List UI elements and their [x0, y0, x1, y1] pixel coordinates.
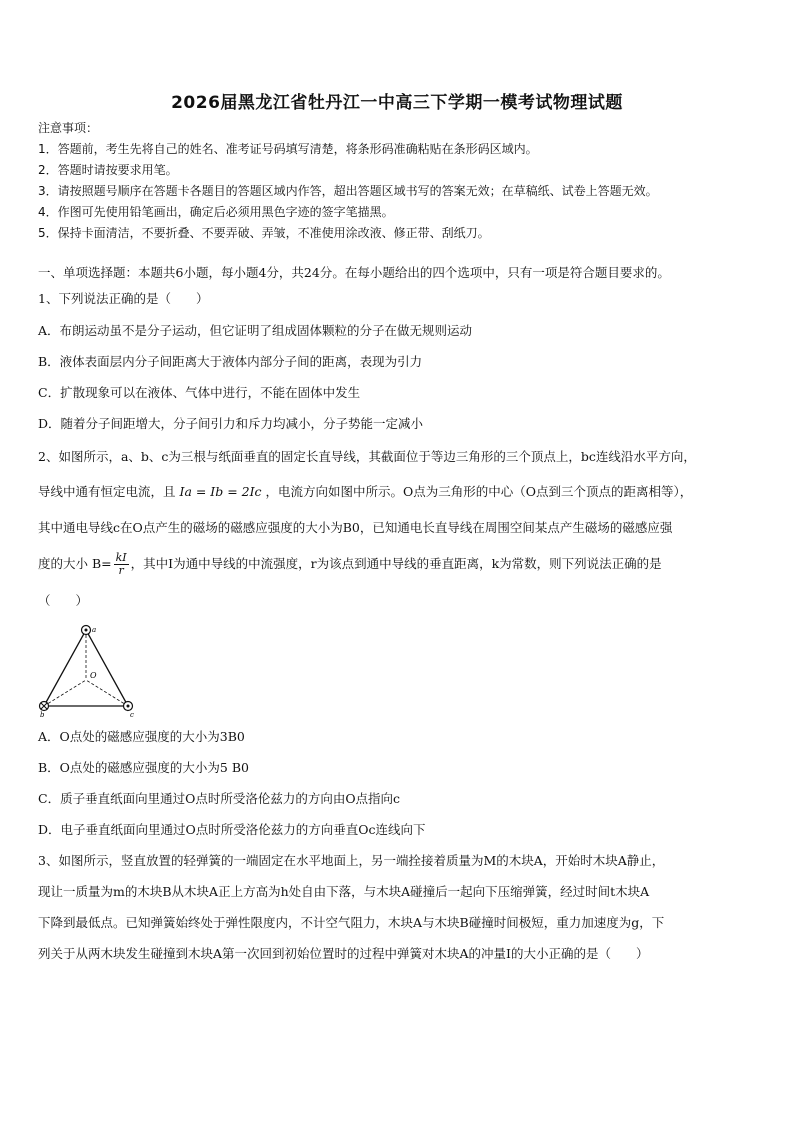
q2-stem-line1: 2、如图所示，a、b、c为三根与纸面垂直的固定长直导线，其截面位于等边三角形的三个顶点上，bc连线沿水平方向，: [38, 449, 696, 464]
q2-option-a: A．O点处的磁感应强度的大小为3B0: [38, 729, 245, 744]
q2-option-b: B．O点处的磁感应强度的大小为5 B0: [38, 760, 249, 775]
q2-text: ，电流方向如图中所示。O点为三角形的中心（O点到三个顶点的距离相等），: [265, 484, 693, 499]
q3-stem-line2: 现让一质量为m的木块B从木块A正上方高为h处自由下落，与木块A碰撞后一起向下压缩弹簧，经过时间t木块A: [38, 884, 650, 899]
q2-stem-line2: [38, 484, 692, 500]
label-b: b: [40, 711, 45, 718]
q2-stem-line3: 其中通电导线c在O点产生的磁场的磁感应强度的大小为B0，已知通电长直导线在周围空间某点产生磁场的磁感应强: [38, 520, 673, 535]
q1-option-c: C．扩散现象可以在液体、气体中进行，不能在固体中发生: [38, 385, 361, 400]
label-c: c: [130, 711, 134, 718]
wire-a-dot-icon: [82, 626, 91, 635]
q1-option-d: D．随着分子间距增大，分子间引力和斥力均减小，分子势能一定减小: [38, 416, 424, 431]
note-item: 4．作图可先使用铅笔画出，确定后必须用黑色字迹的签字笔描黑。: [38, 205, 394, 219]
note-item: 3．请按照题号顺序在答题卡各题目的答题区域内作答，超出答题区域书写的答案无效；在草稿纸、试卷上答题无效。: [38, 184, 658, 198]
label-a: a: [92, 626, 97, 634]
note-item: 5．保持卡面清洁，不要折叠、不要弄破、弄皱，不准使用涂改液、修正带、刮纸刀。: [38, 226, 490, 240]
notes-heading: 注意事项：: [38, 121, 99, 135]
q2-option-d: D．电子垂直纸面向里通过O点时所受洛伦兹力的方向垂直Oc连线向下: [38, 822, 426, 837]
q2-option-c: C．质子垂直纸面向里通过O点时所受洛伦兹力的方向由O点指向c: [38, 791, 401, 806]
fraction-denominator: r: [118, 564, 124, 577]
q2-text: 导线中通有恒定电流，且: [38, 484, 176, 499]
q1-stem: 1、下列说法正确的是（ ）: [38, 291, 209, 306]
q2-answer-blank: （ ）: [38, 593, 89, 608]
formula-fraction: [114, 552, 129, 577]
q1-option-b: B．液体表面层内分子间距离大于液体内部分子间的距离，表现为引力: [38, 354, 423, 369]
q1-option-a: A．布朗运动虽不是分子运动，但它证明了组成固体颗粒的分子在做无规则运动: [38, 323, 473, 338]
q3-stem-line4: 列关于从两木块发生碰撞到木块A第一次回到初始位置时的过程中弹簧对木块A的冲量I的大小正确的是（ ）: [38, 946, 649, 961]
note-item: 2．答题时请按要求用笔。: [38, 163, 178, 177]
triangle-wire-diagram: [34, 622, 138, 718]
note-item: 1．答题前，考生先将自己的姓名、准考证号码填写清楚，将条形码准确粘贴在条形码区域内。: [38, 142, 538, 156]
label-o: O: [90, 671, 97, 680]
exam-title: 2026届黑龙江省牡丹江一中高三下学期一模考试物理试题: [171, 93, 623, 113]
q2-current-equation: Ia = Ib = 2Ic: [179, 484, 262, 499]
wire-c-dot-icon: [124, 702, 133, 711]
q3-stem-line3: 下降到最低点。已知弹簧始终处于弹性限度内，不计空气阻力，木块A与木块B碰撞时间极短，重力加速度为g，下: [38, 915, 665, 930]
q2-text: ，其中I为通中导线的中流强度，r为该点到通中导线的垂直距离，k为常数，则下列说法正确的是: [130, 556, 662, 571]
wire-b-cross-icon: [40, 702, 49, 711]
q3-stem-line1: 3、如图所示，竖直放置的轻弹簧的一端固定在水平地面上，另一端拴接着质量为M的木块A，开始时木块A静止，: [38, 853, 665, 868]
q2-stem-line4: [38, 552, 662, 577]
section-heading: 一、单项选择题：本题共6小题，每小题4分，共24分。在每小题给出的四个选项中，只有一项是符合题目要求的。: [38, 265, 670, 280]
fraction-numerator: kI: [115, 551, 127, 564]
q2-text: 度的大小 B=: [38, 556, 112, 571]
